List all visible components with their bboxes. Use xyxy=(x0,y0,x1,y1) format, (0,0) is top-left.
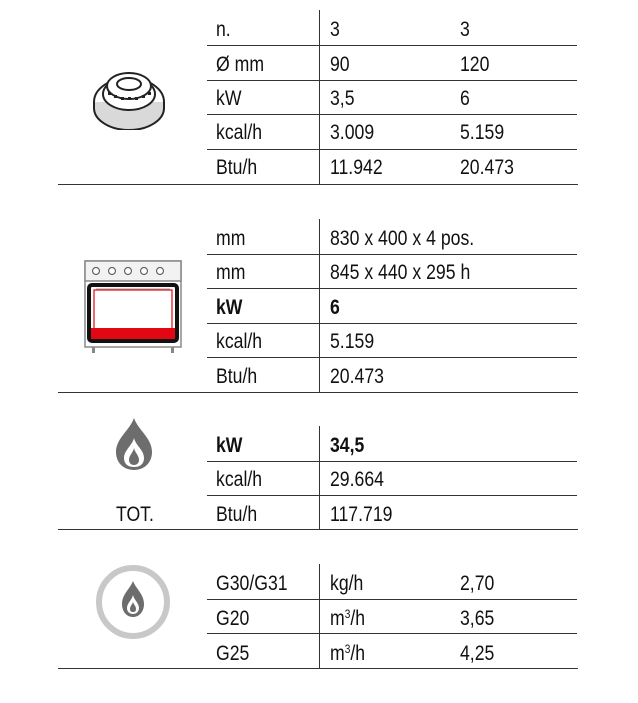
divider xyxy=(207,461,577,462)
gas-unit-g30: kg/h xyxy=(330,572,364,595)
divider xyxy=(207,80,577,81)
gas-type-g25: G25 xyxy=(216,642,250,665)
burner-kw-large: 6 xyxy=(460,87,470,110)
total-kw: 34,5 xyxy=(330,434,365,457)
gas-type-g20: G20 xyxy=(216,607,250,630)
divider xyxy=(207,254,577,255)
flame-icon xyxy=(114,416,154,472)
burner-label-diameter: Ø mm xyxy=(216,53,265,76)
burner-label-kcal: kcal/h xyxy=(216,121,263,144)
gas-value-g30: 2,70 xyxy=(460,572,495,595)
total-label-kw: kW xyxy=(216,434,243,457)
divider xyxy=(207,495,577,496)
burner-btu-large: 20.473 xyxy=(460,156,514,179)
gas-unit-g25: $m^3/h$ xyxy=(330,642,366,665)
total-tag: TOT. xyxy=(116,503,154,526)
oven-label-dimensions: mm xyxy=(216,261,246,284)
oven-icon xyxy=(84,260,182,356)
oven-kw: 6 xyxy=(330,296,340,319)
divider xyxy=(207,357,577,358)
divider xyxy=(207,149,577,150)
divider xyxy=(207,323,577,324)
section-divider xyxy=(58,529,578,530)
oven-chamber-size: 830 x 400 x 4 pos. xyxy=(330,227,475,250)
burner-kcal-small: 3.009 xyxy=(330,121,375,144)
divider xyxy=(319,564,320,668)
divider xyxy=(207,288,577,289)
divider xyxy=(319,10,320,185)
burner-label-kw: kW xyxy=(216,87,242,110)
section-divider xyxy=(58,392,578,393)
burner-count-large: 3 xyxy=(460,18,470,41)
burner-label-count: n. xyxy=(216,18,231,41)
total-btu: 117.719 xyxy=(330,503,393,526)
oven-label-kcal: kcal/h xyxy=(216,330,263,353)
total-kcal: 29.664 xyxy=(330,468,384,491)
oven-label-chamber: mm xyxy=(216,227,246,250)
gas-value-g25: 4,25 xyxy=(460,642,495,665)
gas-unit-g20: $m^3/h$ xyxy=(330,607,366,630)
oven-label-kw: kW xyxy=(216,296,243,319)
gas-type-g30: G30/G31 xyxy=(216,572,288,595)
burner-icon xyxy=(90,62,168,130)
divider xyxy=(207,633,577,634)
oven-label-btu: Btu/h xyxy=(216,365,258,388)
burner-kcal-large: 5.159 xyxy=(460,121,505,144)
burner-count-small: 3 xyxy=(330,18,340,41)
gas-flame-ring-icon xyxy=(94,563,172,641)
burner-diameter-large: 120 xyxy=(460,53,490,76)
oven-dimensions: 845 x 440 x 295 h xyxy=(330,261,471,284)
burner-diameter-small: 90 xyxy=(330,53,350,76)
divider xyxy=(207,45,577,46)
total-label-kcal: kcal/h xyxy=(216,468,263,491)
oven-btu: 20.473 xyxy=(330,365,384,388)
section-divider xyxy=(58,668,578,669)
divider xyxy=(319,426,320,530)
burner-label-btu: Btu/h xyxy=(216,156,258,179)
divider xyxy=(319,219,320,393)
total-label-btu: Btu/h xyxy=(216,503,258,526)
oven-kcal: 5.159 xyxy=(330,330,375,353)
section-divider xyxy=(58,184,578,185)
gas-value-g20: 3,65 xyxy=(460,607,495,630)
divider xyxy=(207,599,577,600)
burner-kw-small: 3,5 xyxy=(330,87,355,110)
divider xyxy=(207,114,577,115)
burner-btu-small: 11.942 xyxy=(330,156,383,179)
